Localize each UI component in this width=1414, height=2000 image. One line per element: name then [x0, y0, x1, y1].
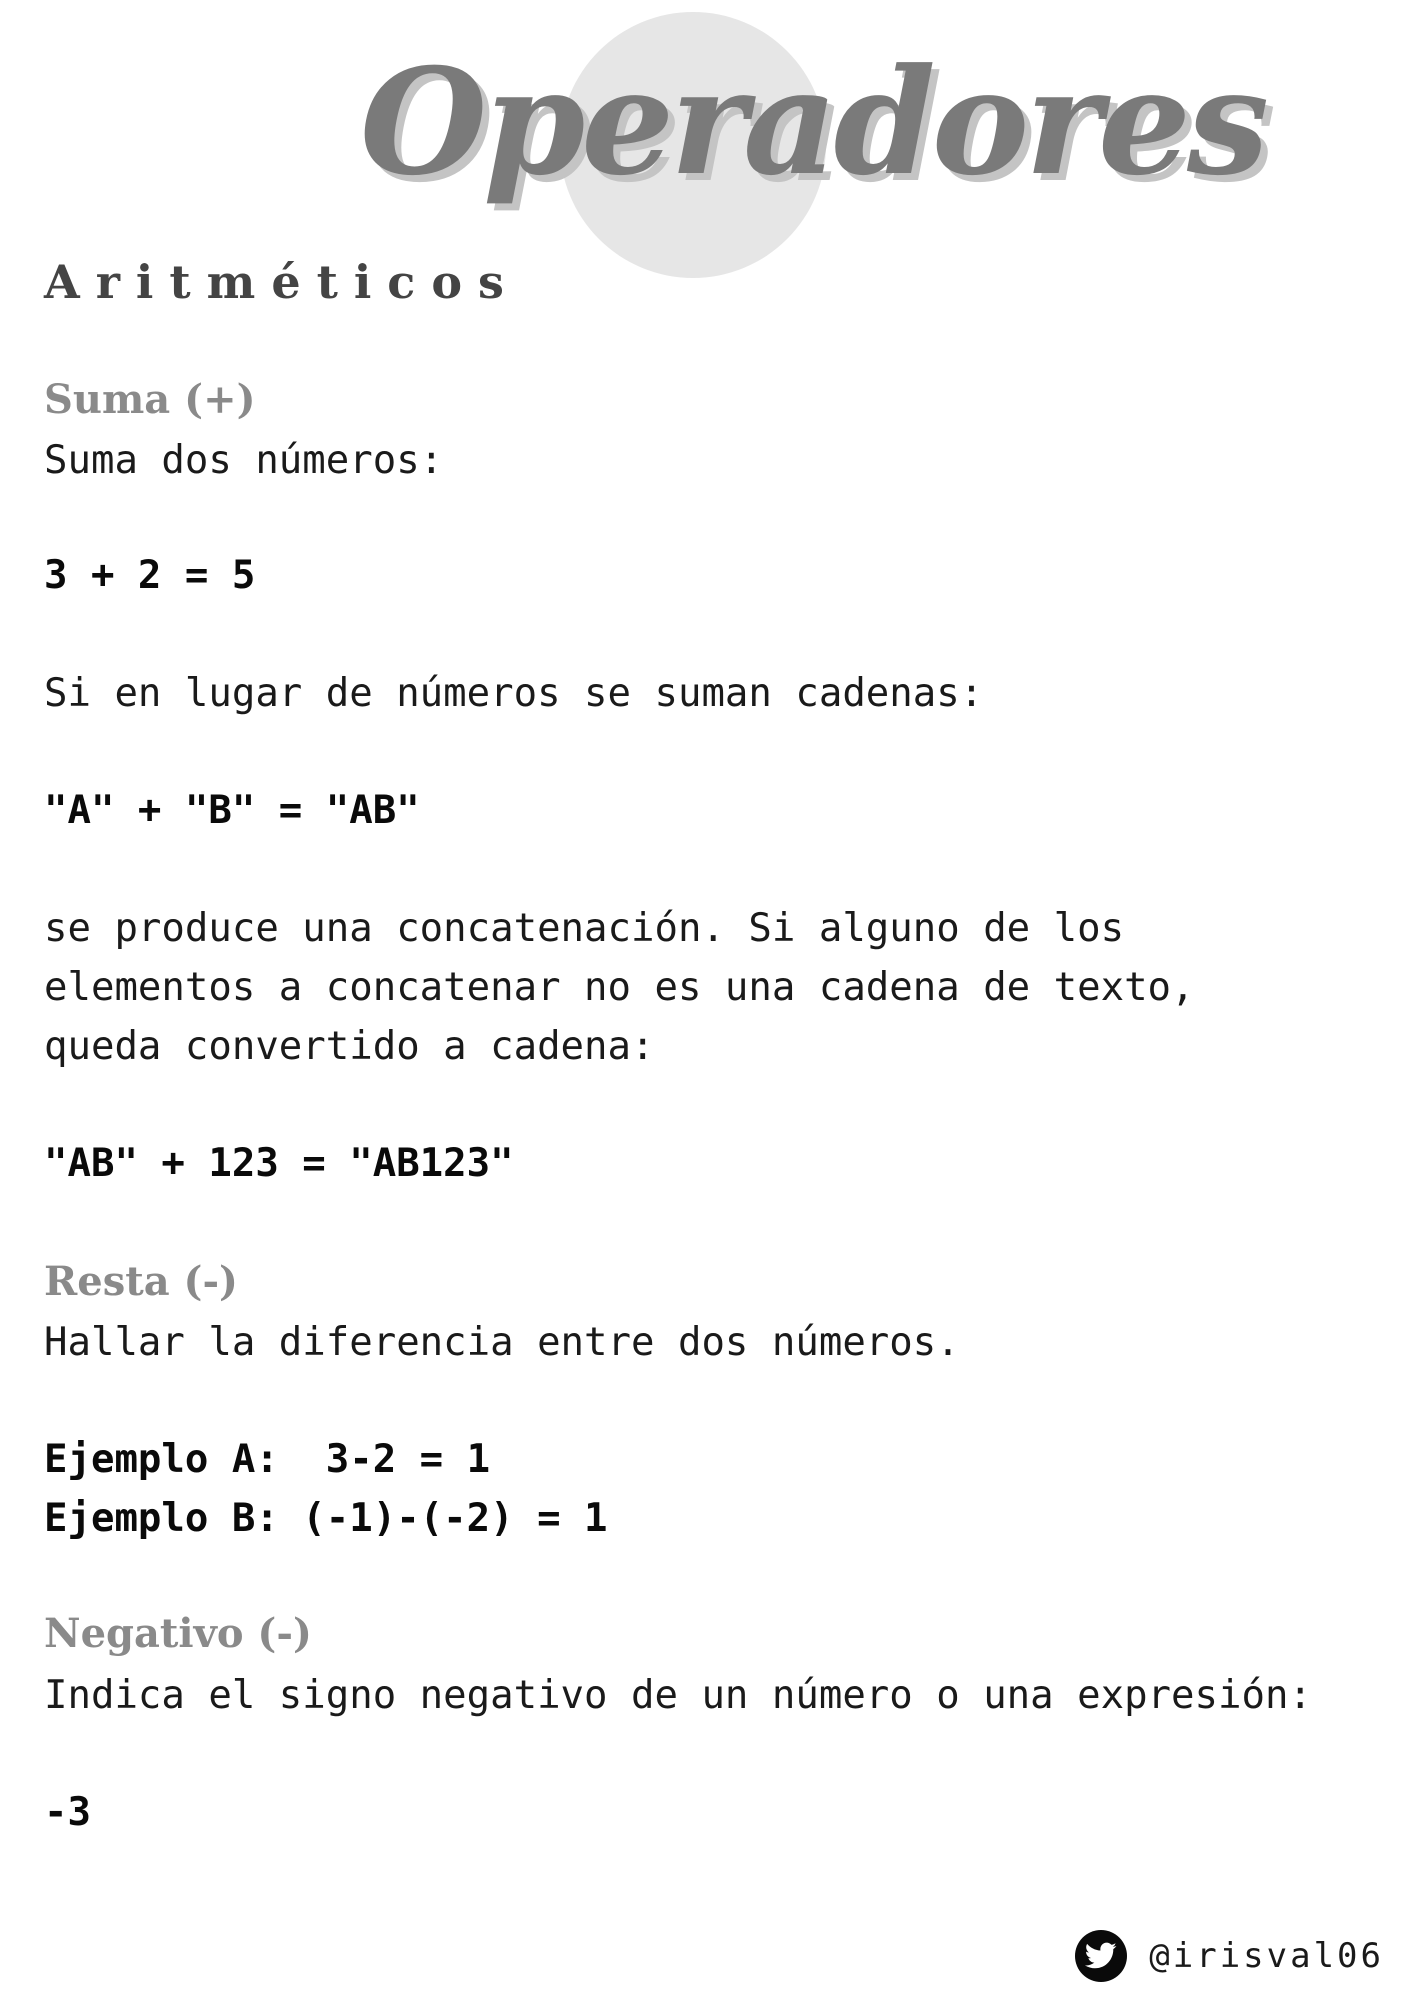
- suma-example: 3 + 2 = 5: [44, 553, 256, 598]
- suma-concat-line-1: se produce una concatenación. Si alguno de los: [44, 906, 1125, 951]
- suma-heading: Suma (+): [44, 376, 256, 423]
- author-footer: [1075, 1930, 1384, 1982]
- suma-concat-example: "AB" + 123 = "AB123": [44, 1141, 514, 1186]
- negativo-heading: Negativo (-): [44, 1610, 312, 1657]
- section-title: Aritméticos: [44, 255, 520, 309]
- negativo-description: Indica el signo negativo de un número o una expresión:: [44, 1673, 1312, 1718]
- twitter-handle[interactable]: @irisval06: [1149, 1936, 1384, 1976]
- resta-example-a: Ejemplo A: 3-2 = 1: [44, 1437, 491, 1482]
- resta-description: Hallar la diferencia entre dos números.: [44, 1320, 960, 1365]
- suma-description: Suma dos números:: [44, 438, 444, 483]
- twitter-icon[interactable]: [1075, 1930, 1127, 1982]
- suma-strings-intro: Si en lugar de números se suman cadenas:: [44, 671, 984, 716]
- negativo-example: -3: [44, 1790, 91, 1835]
- suma-concat-line-2: elementos a concatenar no es una cadena de texto,: [44, 965, 1195, 1010]
- resta-heading: Resta (-): [44, 1258, 238, 1305]
- suma-concat-line-3: queda convertido a cadena:: [44, 1024, 655, 1069]
- page-title: Operadores: [360, 37, 1266, 208]
- suma-strings-example: "A" + "B" = "AB": [44, 788, 420, 833]
- resta-example-b: Ejemplo B: (-1)-(-2) = 1: [44, 1496, 608, 1541]
